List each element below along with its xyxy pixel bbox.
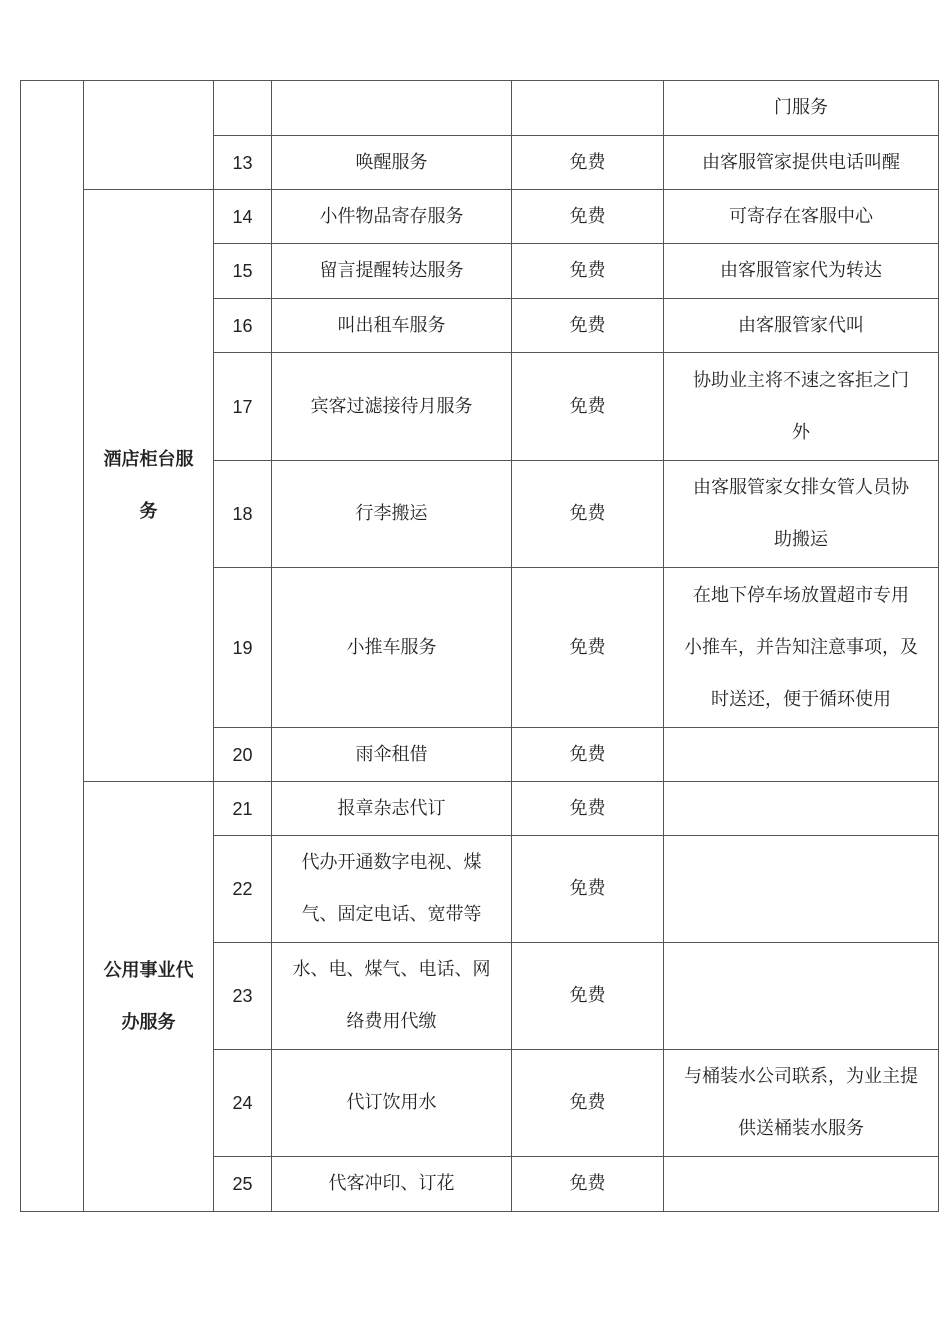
note-line: 供送桶装水服务 (738, 1118, 864, 1139)
service-item: 唤醒服务 (272, 136, 512, 190)
service-item: 留言提醒转达服务 (272, 244, 512, 299)
outer-category-cell (21, 81, 84, 1212)
note-line: 由客服管家代叫 (738, 314, 864, 336)
service-item (272, 943, 512, 1050)
row-number: 15 (214, 244, 272, 299)
category-cell-hotel (84, 190, 214, 782)
category-line: 公用事业代 (103, 959, 194, 981)
row-number: 20 (214, 728, 272, 782)
category-line: 办服务 (121, 1011, 176, 1033)
service-fee: 免费 (512, 836, 664, 943)
service-item (272, 81, 512, 136)
service-note (664, 244, 939, 299)
service-fee: 免费 (512, 461, 664, 568)
service-item: 行李搬运 (272, 461, 512, 568)
note-line: 由客服管家代为转达 (720, 260, 882, 281)
note-line: 由客服管家提供电话叫醒 (702, 151, 900, 173)
row-number: 24 (214, 1050, 272, 1157)
category-cell-prev (84, 81, 214, 190)
service-note (664, 1050, 939, 1157)
service-table (20, 80, 939, 1212)
row-number: 14 (214, 190, 272, 244)
service-fee (512, 81, 664, 136)
row-number: 17 (214, 353, 272, 461)
table-row (21, 190, 939, 244)
service-fee: 免费 (512, 782, 664, 836)
service-note (664, 836, 939, 943)
item-line: 络费用代缴 (346, 1011, 437, 1032)
service-note (664, 728, 939, 782)
service-item: 小推车服务 (272, 568, 512, 728)
note-line: 与桶装水公司联系，为业主提 (684, 1066, 918, 1087)
table-row (21, 782, 939, 836)
row-number: 16 (214, 299, 272, 353)
note-line: 协助业主将不速之客拒之门 (693, 369, 909, 391)
service-note (664, 568, 939, 728)
category-line: 酒店柜台服 (103, 448, 194, 470)
service-note (664, 782, 939, 836)
category-cell-public (84, 782, 214, 1212)
service-note (664, 461, 939, 568)
row-number: 21 (214, 782, 272, 836)
row-number: 25 (214, 1157, 272, 1212)
service-fee: 免费 (512, 353, 664, 461)
service-item: 代客冲印、订花 (272, 1157, 512, 1212)
service-item: 宾客过滤接待月服务 (272, 353, 512, 461)
service-note (664, 190, 939, 244)
item-line: 水、电、煤气、电话、网 (292, 959, 491, 980)
note-line: 门服务 (774, 97, 828, 118)
table-row (21, 81, 939, 136)
note-line: 时送还，便于循环使用 (711, 688, 891, 710)
category-line: 务 (139, 500, 158, 522)
service-fee: 免费 (512, 136, 664, 190)
service-fee: 免费 (512, 299, 664, 353)
service-fee: 免费 (512, 1050, 664, 1157)
service-fee: 免费 (512, 943, 664, 1050)
service-note (664, 136, 939, 190)
service-fee: 免费 (512, 190, 664, 244)
note-line: 可寄存在客服中心 (729, 205, 873, 227)
service-item (272, 836, 512, 943)
item-line: 气、固定电话、宽带等 (301, 904, 482, 925)
service-note (664, 81, 939, 136)
note-line: 在地下停车场放置超市专用 (693, 584, 909, 606)
service-note (664, 1157, 939, 1212)
row-number: 13 (214, 136, 272, 190)
note-line: 外 (792, 421, 810, 443)
service-fee: 免费 (512, 244, 664, 299)
service-note (664, 943, 939, 1050)
row-number (214, 81, 272, 136)
service-item: 小件物品寄存服务 (272, 190, 512, 244)
row-number: 19 (214, 568, 272, 728)
row-number: 18 (214, 461, 272, 568)
service-note (664, 353, 939, 461)
note-line: 助搬运 (774, 529, 828, 550)
service-fee: 免费 (512, 728, 664, 782)
item-line: 代办开通数字电视、煤 (301, 852, 482, 873)
service-item: 报章杂志代订 (272, 782, 512, 836)
row-number: 22 (214, 836, 272, 943)
service-item: 叫出租车服务 (272, 299, 512, 353)
service-fee: 免费 (512, 1157, 664, 1212)
service-item: 代订饮用水 (272, 1050, 512, 1157)
service-fee: 免费 (512, 568, 664, 728)
note-line: 由客服管家女排女管人员协 (693, 477, 909, 498)
service-item: 雨伞租借 (272, 728, 512, 782)
row-number: 23 (214, 943, 272, 1050)
note-line: 小推车，并告知注意事项，及 (684, 636, 918, 658)
service-note (664, 299, 939, 353)
